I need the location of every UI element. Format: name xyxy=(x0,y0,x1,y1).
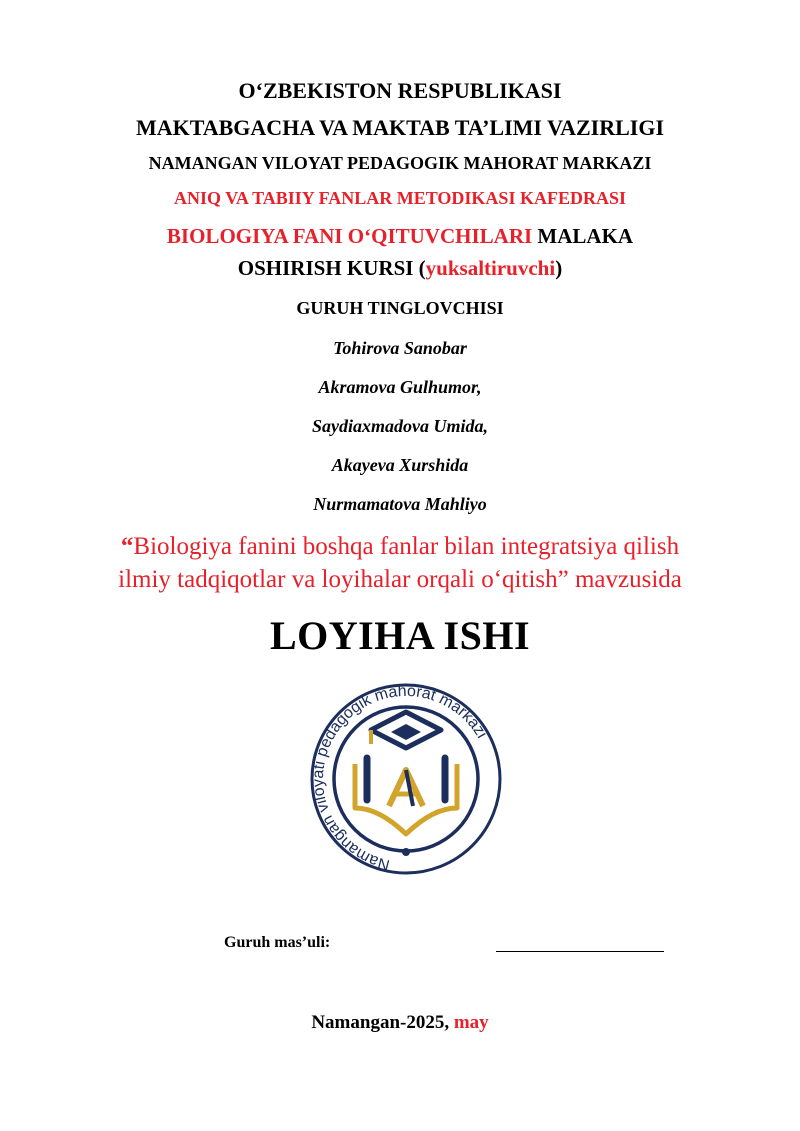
topic-line1 xyxy=(0,533,800,561)
topic-text-1: Biologiya fanini boshqa fanlar bilan integratsiya qilish xyxy=(133,533,680,560)
group-member: Saydiaxmadova Umida, xyxy=(312,416,488,436)
course-subject: BIOLOGIYA FANI O‘QITUVCHILARI xyxy=(166,224,533,248)
footer-month: may xyxy=(453,1012,489,1033)
footer-place-date xyxy=(0,1012,800,1034)
group-member: Akayeva Xurshida xyxy=(331,455,469,475)
course-close-paren: ) xyxy=(555,256,563,280)
course-heading-line1 xyxy=(0,224,800,249)
logo-svg xyxy=(309,682,503,876)
footer-place-year: Namangan-2025, xyxy=(311,1012,454,1033)
department-heading: ANIQ VA TABIIY FANLAR METODIKASI KAFEDRASI xyxy=(174,188,626,208)
topic-line2: ilmiy tadqiqotlar va loyihalar orqali o‘qitish” mavzusida xyxy=(118,566,682,593)
signature-line xyxy=(496,951,664,952)
course-heading-line2 xyxy=(0,256,800,281)
course-malaka: MALAKA xyxy=(532,224,634,248)
responsible-label: Guruh mas’uli: xyxy=(224,934,331,951)
course-type: yuksaltiruvchi xyxy=(425,256,556,280)
ministry-heading: MAKTABGACHA VA MAKTAB TA’LIMI VAZIRLIGI xyxy=(135,115,665,140)
group-member: Tohirova Sanobar xyxy=(333,338,467,358)
logo-dot xyxy=(402,848,410,856)
group-member: Nurmamatova Mahliyo xyxy=(313,494,487,514)
center-heading: NAMANGAN VILOYAT PEDAGOGIK MAHORAT MARKAZI xyxy=(148,153,652,173)
republic-heading: O‘ZBEKISTON RESPUBLIKASI xyxy=(238,78,562,103)
group-title: GURUH TINGLOVCHISI xyxy=(296,298,504,318)
institution-logo xyxy=(309,682,503,876)
document-title: LOYIHA ISHI xyxy=(269,613,531,658)
group-member: Akramova Gulhumor, xyxy=(318,377,482,397)
logo-ring-text: Namangan viloyati pedagogik mahorat markazi xyxy=(309,682,491,874)
cap-inner xyxy=(391,724,421,740)
course-kursi: OSHIRISH KURSI ( xyxy=(237,256,426,280)
topic-open-quote: “ xyxy=(120,533,134,560)
